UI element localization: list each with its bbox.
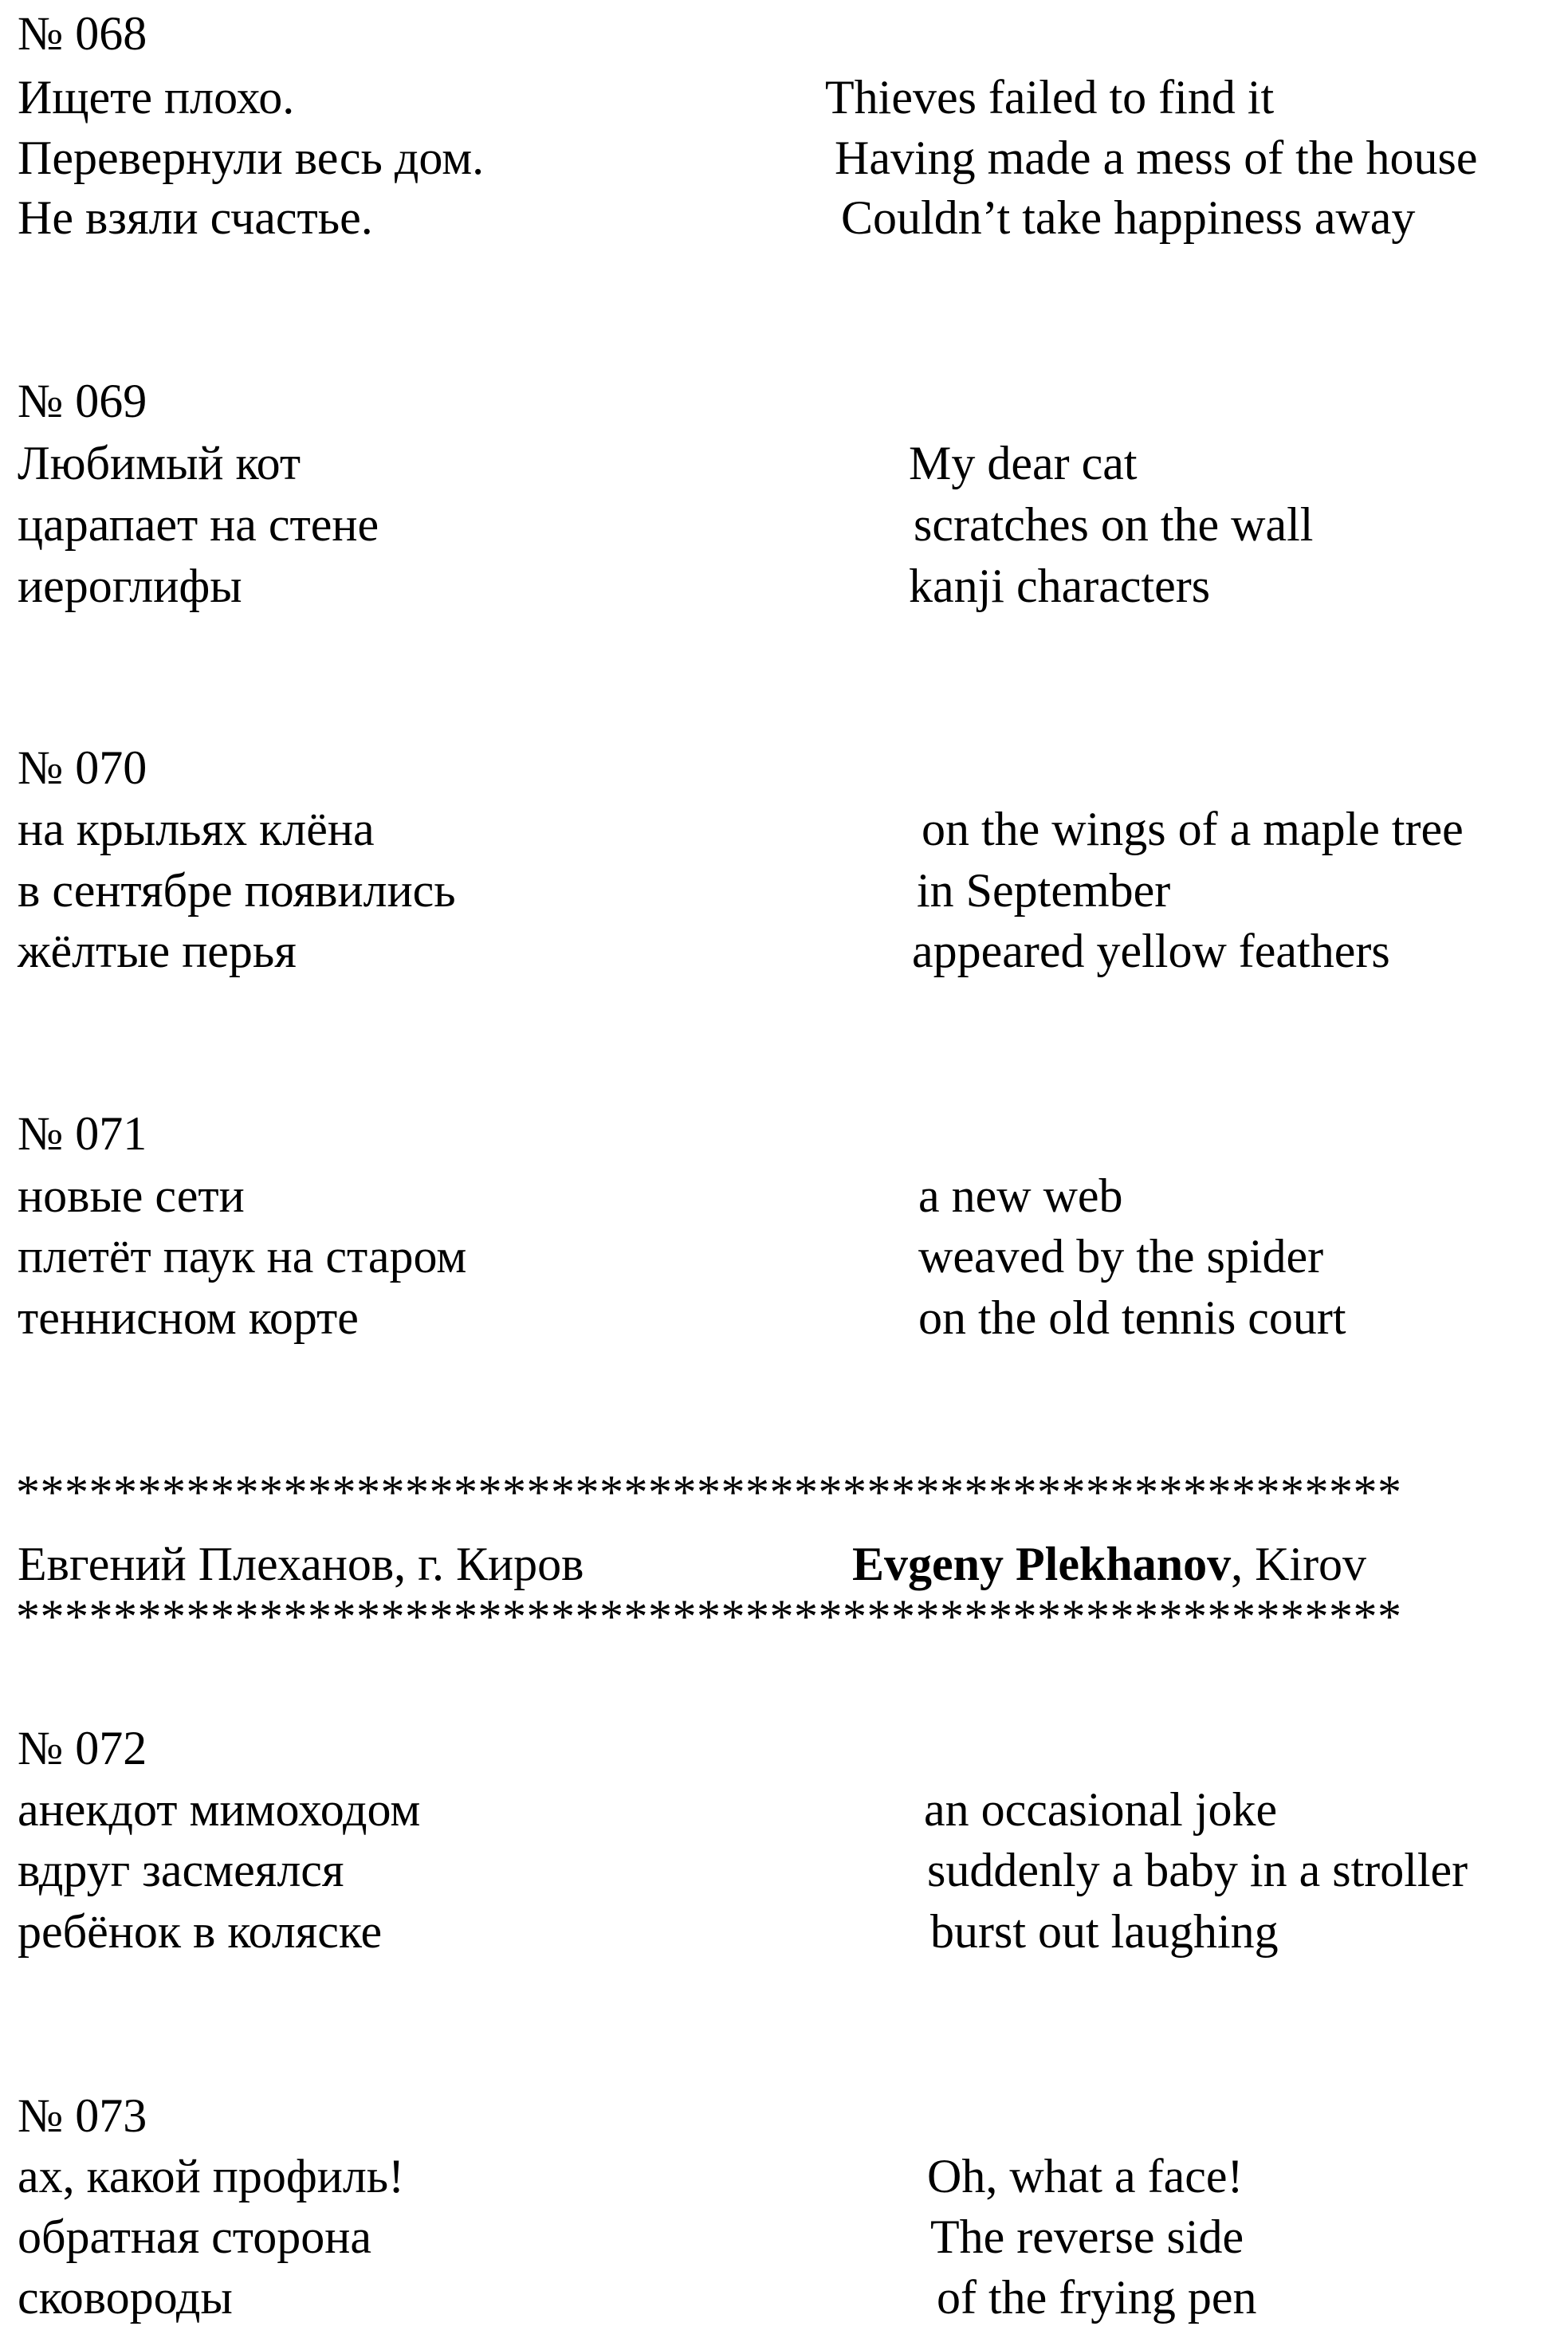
separator-line: ********************************************************* bbox=[16, 1590, 1402, 1643]
poem-line-en: a new web bbox=[918, 1169, 1123, 1222]
poem-line-ru: жёлтые перья bbox=[18, 925, 297, 977]
poem-line-en: appeared yellow feathers bbox=[912, 925, 1390, 977]
poem-line-ru: вдруг засмеялся bbox=[18, 1844, 344, 1896]
poem-line-ru: новые сети bbox=[18, 1169, 245, 1222]
poem-line-ru: анекдот мимоходом bbox=[18, 1783, 421, 1836]
poem-line-en: of the frying pen bbox=[937, 2271, 1257, 2324]
poem-number: № 070 bbox=[18, 741, 147, 794]
author-en bbox=[852, 1540, 1366, 1588]
author-city-en: Kirov bbox=[1255, 1538, 1367, 1590]
poem-line-en: on the wings of a maple tree bbox=[922, 803, 1464, 855]
poem-line-en: The reverse side bbox=[930, 2210, 1244, 2263]
poem-line-ru: Ищете плохо. bbox=[18, 71, 295, 124]
poem-line-en: kanji characters bbox=[909, 560, 1211, 612]
poem-line-ru: обратная сторона bbox=[18, 2210, 371, 2263]
poem-line-en: weaved by the spider bbox=[918, 1230, 1324, 1283]
author-name-en: Evgeny Plekhanov bbox=[852, 1538, 1232, 1590]
poem-line-ru: на крыльях клёна bbox=[18, 803, 375, 855]
poem-number: № 068 bbox=[18, 7, 147, 60]
poem-line-en: suddenly a baby in a stroller bbox=[927, 1844, 1468, 1896]
author-ru: Евгений Плеханов, г. Киров bbox=[18, 1538, 584, 1590]
poem-line-en: in September bbox=[917, 864, 1171, 917]
poem-number: № 073 bbox=[18, 2089, 147, 2142]
poem-line-en: burst out laughing bbox=[930, 1905, 1279, 1958]
poem-line-ru: ребёнок в коляске bbox=[18, 1905, 383, 1958]
poem-line-en: an occasional joke bbox=[924, 1783, 1278, 1836]
poem-line-en: Having made a mess of the house bbox=[835, 132, 1478, 184]
poem-number: № 072 bbox=[18, 1722, 147, 1774]
poem-line-ru: плетёт паук на старом bbox=[18, 1230, 467, 1283]
poem-line-ru: иероглифы bbox=[18, 560, 242, 612]
author-sep: , bbox=[1231, 1538, 1256, 1590]
poem-line-en: Couldn’t take happiness away bbox=[841, 191, 1416, 244]
poem-line-ru: в сентябре появились bbox=[18, 864, 456, 917]
separator-line: ********************************************************* bbox=[16, 1466, 1402, 1519]
poem-line-ru: сковороды bbox=[18, 2271, 233, 2324]
poem-line-en: on the old tennis court bbox=[918, 1291, 1346, 1344]
poem-number: № 071 bbox=[18, 1107, 147, 1160]
poem-number: № 069 bbox=[18, 375, 147, 427]
poem-line-ru: ах, какой профиль! bbox=[18, 2150, 405, 2202]
poem-line-en: Thieves failed to find it bbox=[825, 71, 1275, 124]
poem-line-ru: теннисном корте bbox=[18, 1291, 359, 1344]
poem-line-ru: царапает на стене bbox=[18, 498, 379, 551]
poem-line-en: scratches on the wall bbox=[914, 498, 1314, 551]
poem-line-ru: Любимый кот bbox=[18, 437, 301, 489]
poem-line-ru: Не взяли счастье. bbox=[18, 191, 373, 244]
poem-line-ru: Перевернули весь дом. bbox=[18, 132, 485, 184]
poem-line-en: Oh, what a face! bbox=[927, 2150, 1244, 2202]
poem-line-en: My dear cat bbox=[909, 437, 1138, 489]
